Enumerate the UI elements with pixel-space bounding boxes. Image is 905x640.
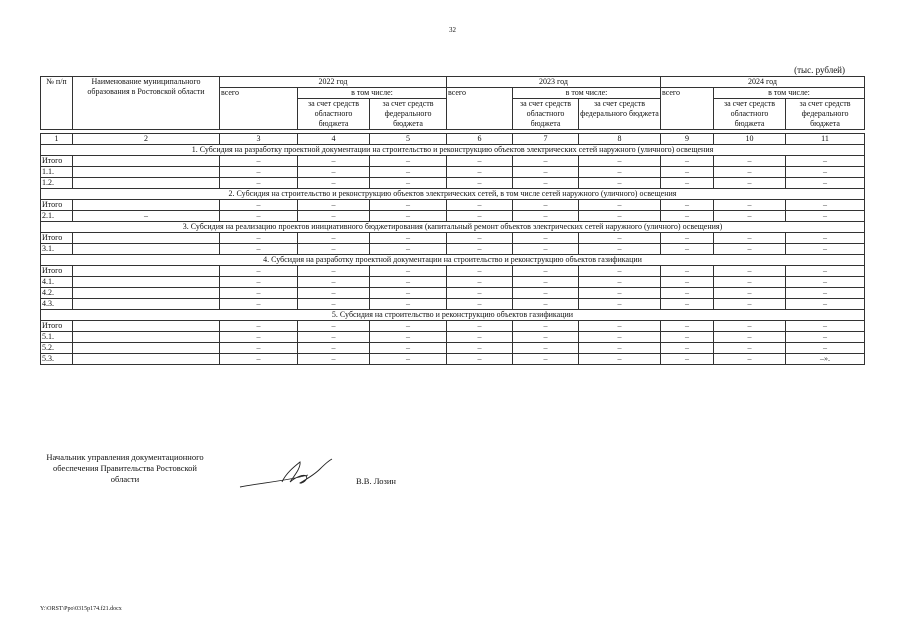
row-name [73, 200, 220, 211]
header-year-2024: 2024 год [661, 77, 865, 88]
value-cell: – [370, 156, 447, 167]
value-cell: – [298, 299, 370, 310]
value-cell: – [579, 211, 661, 222]
section-title: 3. Субсидия на реализацию проектов инициативного бюджетирования (капитальный ремонт объектов электрических сетей наружного (уличного) освещения) [41, 222, 865, 233]
value-cell: –». [786, 354, 865, 365]
value-cell: – [786, 233, 865, 244]
value-cell: – [579, 167, 661, 178]
row-name [73, 233, 220, 244]
value-cell: – [579, 156, 661, 167]
value-cell: – [447, 211, 513, 222]
table-row [41, 244, 865, 255]
subsidy-table [40, 76, 865, 365]
value-cell: – [447, 244, 513, 255]
value-cell: – [447, 266, 513, 277]
value-cell: – [447, 200, 513, 211]
row-name [73, 321, 220, 332]
header-total: всего [447, 88, 513, 130]
value-cell: – [513, 321, 579, 332]
value-cell: – [661, 332, 714, 343]
row-label: 3.1. [41, 244, 73, 255]
value-cell: – [661, 266, 714, 277]
value-cell: – [447, 167, 513, 178]
section-title: 2. Субсидия на строительство и реконструкцию объектов электрических сетей, в том числе сетей наружного (уличного) освещения [41, 189, 865, 200]
value-cell: – [298, 156, 370, 167]
value-cell: – [714, 288, 786, 299]
value-cell: – [513, 178, 579, 189]
row-name [73, 178, 220, 189]
row-name: – [73, 211, 220, 222]
section-title: 5. Субсидия на строительство и реконструкцию объектов газификации [41, 310, 865, 321]
value-cell: – [370, 343, 447, 354]
column-number: 3 [220, 134, 298, 145]
value-cell: – [661, 211, 714, 222]
column-number: 1 [41, 134, 73, 145]
value-cell: – [447, 299, 513, 310]
value-cell: – [220, 233, 298, 244]
value-cell: – [786, 277, 865, 288]
row-name [73, 167, 220, 178]
column-number: 4 [298, 134, 370, 145]
row-label: Итого [41, 156, 73, 167]
value-cell: – [298, 343, 370, 354]
value-cell: – [714, 266, 786, 277]
value-cell: – [513, 211, 579, 222]
value-cell: – [220, 200, 298, 211]
value-cell: – [298, 178, 370, 189]
value-cell: – [579, 288, 661, 299]
value-cell: – [447, 321, 513, 332]
value-cell: – [661, 156, 714, 167]
value-cell: – [447, 277, 513, 288]
value-cell: – [579, 244, 661, 255]
header-total: всего [220, 88, 298, 130]
table-row [41, 332, 865, 343]
row-name [73, 244, 220, 255]
column-number: 10 [714, 134, 786, 145]
header-federal: за счет средств федерального бюджета [579, 99, 661, 130]
value-cell: – [513, 244, 579, 255]
row-label: Итого [41, 233, 73, 244]
row-label: Итого [41, 200, 73, 211]
header-including: в том числе: [298, 88, 447, 99]
value-cell: – [786, 178, 865, 189]
value-cell: – [220, 266, 298, 277]
value-cell: – [714, 156, 786, 167]
section-title-row [41, 222, 865, 233]
value-cell: – [661, 299, 714, 310]
value-cell: – [579, 332, 661, 343]
value-cell: – [447, 178, 513, 189]
file-path: Y:\ORST\Ppo\0315p174.f21.docx [40, 606, 122, 612]
column-number: 7 [513, 134, 579, 145]
value-cell: – [661, 200, 714, 211]
row-label: 4.1. [41, 277, 73, 288]
table-row [41, 266, 865, 277]
value-cell: – [513, 233, 579, 244]
value-cell: – [513, 343, 579, 354]
value-cell: – [786, 156, 865, 167]
table-row [41, 156, 865, 167]
value-cell: – [513, 288, 579, 299]
value-cell: – [220, 354, 298, 365]
value-cell: – [579, 299, 661, 310]
value-cell: – [370, 211, 447, 222]
value-cell: – [786, 266, 865, 277]
value-cell: – [298, 200, 370, 211]
header-regional: за счет средств областного бюджета [513, 99, 579, 130]
value-cell: – [220, 288, 298, 299]
value-cell: – [298, 266, 370, 277]
column-number: 8 [579, 134, 661, 145]
value-cell: – [661, 233, 714, 244]
value-cell: – [447, 233, 513, 244]
table-row [41, 343, 865, 354]
value-cell: – [714, 343, 786, 354]
row-label: 4.2. [41, 288, 73, 299]
value-cell: – [786, 299, 865, 310]
value-cell: – [220, 343, 298, 354]
header-federal: за счет средств федерального бюджета [370, 99, 447, 130]
header-regional: за счет средств областного бюджета [298, 99, 370, 130]
value-cell: – [714, 332, 786, 343]
header-name: Наименование муниципального образования в Ростовской области [73, 77, 220, 130]
row-label: 5.1. [41, 332, 73, 343]
value-cell: – [447, 288, 513, 299]
value-cell: – [298, 332, 370, 343]
value-cell: – [370, 178, 447, 189]
value-cell: – [513, 167, 579, 178]
value-cell: – [714, 354, 786, 365]
table-row [41, 167, 865, 178]
value-cell: – [786, 244, 865, 255]
table-row [41, 233, 865, 244]
header-year-2022: 2022 год [220, 77, 447, 88]
value-cell: – [370, 299, 447, 310]
value-cell: – [661, 244, 714, 255]
column-number-row [41, 134, 865, 145]
row-label: Итого [41, 321, 73, 332]
table-row [41, 211, 865, 222]
row-name [73, 277, 220, 288]
value-cell: – [786, 211, 865, 222]
value-cell: – [298, 321, 370, 332]
signatory-name: В.В. Лозин [356, 476, 396, 486]
row-label: 5.2. [41, 343, 73, 354]
value-cell: – [298, 277, 370, 288]
header-federal: за счет средств федерального бюджета [786, 99, 865, 130]
value-cell: – [714, 200, 786, 211]
value-cell: – [298, 167, 370, 178]
value-cell: – [661, 167, 714, 178]
value-cell: – [370, 354, 447, 365]
value-cell: – [714, 233, 786, 244]
value-cell: – [370, 244, 447, 255]
value-cell: – [220, 167, 298, 178]
value-cell: – [714, 167, 786, 178]
value-cell: – [370, 332, 447, 343]
value-cell: – [513, 266, 579, 277]
row-name [73, 156, 220, 167]
value-cell: – [220, 244, 298, 255]
row-name [73, 299, 220, 310]
value-cell: – [220, 178, 298, 189]
row-label: 5.3. [41, 354, 73, 365]
header-including: в том числе: [714, 88, 865, 99]
value-cell: – [786, 332, 865, 343]
value-cell: – [370, 167, 447, 178]
row-name [73, 354, 220, 365]
section-title: 1. Субсидия на разработку проектной документации на строительство и реконструкцию объектов электрических сетей наружного (уличного) освещения [41, 145, 865, 156]
value-cell: – [661, 321, 714, 332]
row-name [73, 332, 220, 343]
value-cell: – [447, 156, 513, 167]
value-cell: – [786, 167, 865, 178]
value-cell: – [714, 211, 786, 222]
section-title-row [41, 145, 865, 156]
value-cell: – [513, 332, 579, 343]
value-cell: – [714, 277, 786, 288]
table-row [41, 277, 865, 288]
value-cell: – [714, 244, 786, 255]
header-regional: за счет средств областного бюджета [714, 99, 786, 130]
units-note: (тыс. рублей) [794, 65, 845, 75]
value-cell: – [579, 277, 661, 288]
value-cell: – [579, 233, 661, 244]
value-cell: – [786, 343, 865, 354]
column-number: 9 [661, 134, 714, 145]
column-number: 11 [786, 134, 865, 145]
value-cell: – [220, 277, 298, 288]
value-cell: – [661, 288, 714, 299]
signatory-title: Начальник управления документационного обеспечения Правительства Ростовской области [46, 452, 204, 484]
value-cell: – [579, 321, 661, 332]
table-row [41, 288, 865, 299]
value-cell: – [447, 354, 513, 365]
value-cell: – [220, 211, 298, 222]
value-cell: – [513, 299, 579, 310]
column-number: 2 [73, 134, 220, 145]
value-cell: – [714, 178, 786, 189]
value-cell: – [579, 200, 661, 211]
value-cell: – [370, 288, 447, 299]
page-number: 32 [449, 26, 456, 34]
header-num: № п/п [41, 77, 73, 130]
value-cell: – [370, 277, 447, 288]
value-cell: – [513, 156, 579, 167]
row-name [73, 266, 220, 277]
value-cell: – [579, 178, 661, 189]
value-cell: – [220, 332, 298, 343]
row-name [73, 343, 220, 354]
value-cell: – [298, 233, 370, 244]
value-cell: – [370, 200, 447, 211]
section-title-row [41, 189, 865, 200]
row-label: Итого [41, 266, 73, 277]
value-cell: – [513, 200, 579, 211]
table-row [41, 321, 865, 332]
value-cell: – [786, 288, 865, 299]
table-row [41, 299, 865, 310]
value-cell: – [661, 178, 714, 189]
value-cell: – [579, 266, 661, 277]
value-cell: – [661, 343, 714, 354]
row-label: 1.1. [41, 167, 73, 178]
row-label: 2.1. [41, 211, 73, 222]
table-body [41, 145, 865, 365]
row-name [73, 288, 220, 299]
section-title-row [41, 255, 865, 266]
signature-icon [238, 456, 336, 496]
value-cell: – [298, 211, 370, 222]
value-cell: – [513, 277, 579, 288]
row-label: 1.2. [41, 178, 73, 189]
value-cell: – [370, 266, 447, 277]
value-cell: – [298, 244, 370, 255]
value-cell: – [513, 354, 579, 365]
value-cell: – [661, 354, 714, 365]
value-cell: – [447, 332, 513, 343]
section-title-row [41, 310, 865, 321]
value-cell: – [370, 233, 447, 244]
value-cell: – [298, 288, 370, 299]
column-number: 5 [370, 134, 447, 145]
column-number: 6 [447, 134, 513, 145]
table-row [41, 200, 865, 211]
value-cell: – [447, 343, 513, 354]
section-title: 4. Субсидия на разработку проектной документации на строительство и реконструкцию объектов газификации [41, 255, 865, 266]
value-cell: – [220, 156, 298, 167]
value-cell: – [661, 277, 714, 288]
value-cell: – [714, 299, 786, 310]
value-cell: – [370, 321, 447, 332]
value-cell: – [220, 299, 298, 310]
value-cell: – [220, 321, 298, 332]
value-cell: – [579, 354, 661, 365]
row-label: 4.3. [41, 299, 73, 310]
value-cell: – [298, 354, 370, 365]
header-total: всего [661, 88, 714, 130]
value-cell: – [579, 343, 661, 354]
table-row [41, 178, 865, 189]
header-including: в том числе: [513, 88, 661, 99]
value-cell: – [714, 321, 786, 332]
value-cell: – [786, 200, 865, 211]
table-row [41, 354, 865, 365]
value-cell: – [786, 321, 865, 332]
header-year-2023: 2023 год [447, 77, 661, 88]
